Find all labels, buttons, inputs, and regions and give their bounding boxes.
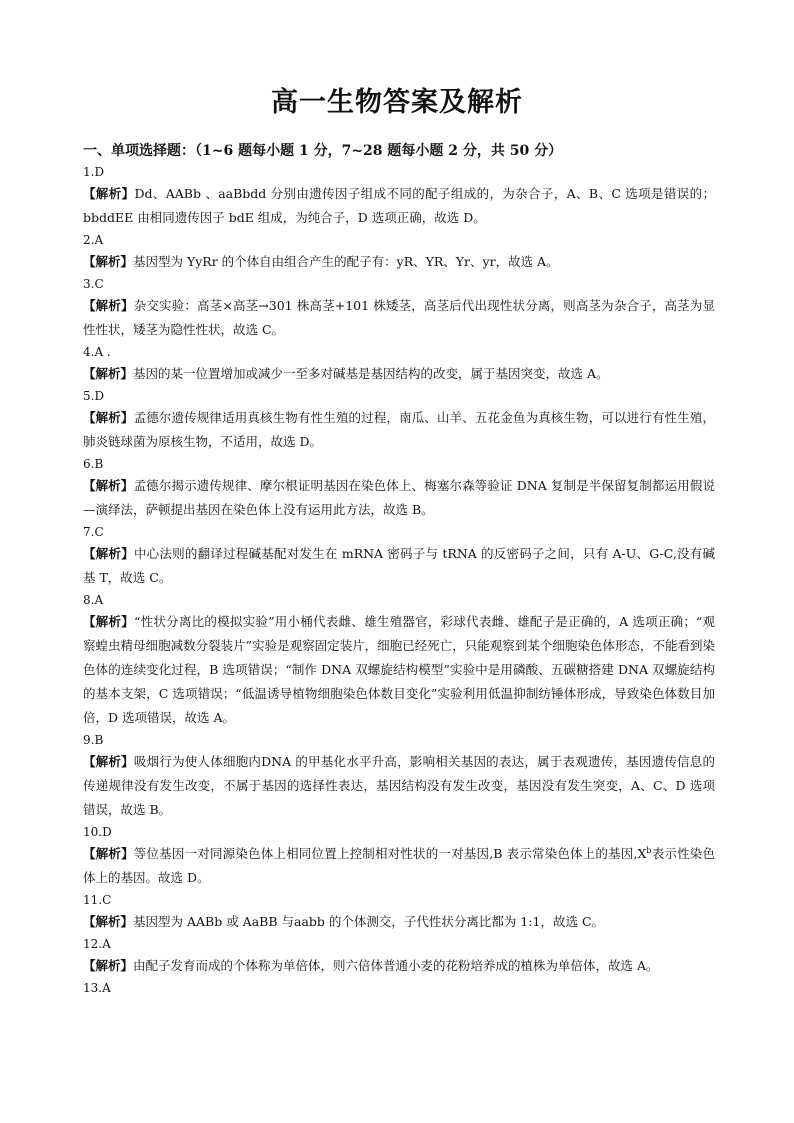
answer-5: 5.D [83,389,105,403]
explanation-tag: 【解析】 [83,546,134,561]
explanation-tag: 【解析】 [83,410,134,425]
answer-list [83,162,715,998]
section-heading: 一、单项选择题：（1~6 题每小题 1 分，7~28 题每小题 2 分，共 50 分） [83,143,563,159]
superscript-b: b [646,845,652,855]
explanation-10: 【解析】等位基因一对同源染色体上相同位置上控制相对性状的一对基因,B 表示常染色体上的基因$,X^b$表示性染色体上的基因。故选 D。 [83,845,715,885]
explanation-tag: 【解析】 [83,754,134,769]
explanation-12: 【解析】由配子发育而成的个体称为单倍体，则六倍体普通小麦的花粉培养成的植株为单倍体，故选 A。 [83,958,659,973]
explanation-tag: 【解析】 [83,298,134,313]
answer-6: 6.B [83,457,104,471]
answer-8: 8.A [83,593,104,607]
explanation-tag: 【解析】 [83,478,134,493]
explanation-3: 【解析】杂交实验：高茎×高茎→301 株高茎+101 株矮茎，高茎后代出现性状分离，则高茎为杂合子，高茎为显性性状，矮茎为隐性性状，故选 C。 [83,298,715,337]
explanation-11: 【解析】基因型为 AABb 或 AaBB 与aabb 的个体测交，子代性状分离比都为 1:1，故选 C。 [83,914,605,929]
explanation-4: 【解析】基因的某一位置增加或减少一至多对碱基是基因结构的改变，属于基因突变，故选 A。 [83,366,609,381]
page-title: 高一生物答案及解析 [271,87,523,118]
explanation-tag: 【解析】 [83,958,134,973]
explanation-2: 【解析】基因型为 YyRr 的个体自由组合产生的配子有：yR、YR、Yr、yr，故选 A。 [83,254,559,269]
answer-9: 9.B [83,733,104,747]
explanation-1: 【解析】Dd、AABb 、aaBbdd 分别由遗传因子组成不同的配子组成的，为杂合子，A、B、C 选项是错误的；bbddEE 由相同遗传因子 bdE 组成，为纯合子，D 选项正确，故选 D。 [83,186,715,225]
explanation-6: 【解析】孟德尔揭示遗传规律、摩尔根证明基因在染色体上、梅塞尔森等验证 DNA 复制是半保留复制都运用假说—演绎法，萨顿提出基因在染色体上没有运用此方法，故选 B。 [83,478,715,517]
answer-12: 12.A [83,937,111,951]
explanation-tag: 【解析】 [83,366,134,381]
answer-13: 13.A [83,981,111,995]
explanation-8: 【解析】“性状分离比的模拟实验”用小桶代表雌、雄生殖器官，彩球代表雌、雄配子是正确的，A 选项正确；“观察蝗虫精母细胞减数分裂装片”实验是观察固定装片，细胞已经死亡，只能观察到某个细胞染色体形态，不能看到染色体的连续变化过程，B 选项错误；“制作 DNA 双螺旋结构模型”实验中是用磷酸、五碳糖搭建 DNA 双螺旋结构的基本支架，C 选项错误；“低温诱导植物细胞染色体数目变化”实验利用低温抑制纺锤体形成，导致染色体数目加倍，D 选项错误，故选 A。 [83,614,715,725]
answer-1: 1.D [83,165,105,179]
explanation-5: 【解析】孟德尔遗传规律适用真核生物有性生殖的过程，南瓜、山羊、五花金鱼为真核生物，可以进行有性生殖，肺炎链球菌为原核生物，不适用，故选 D。 [83,410,715,449]
explanation-tag: 【解析】 [83,914,134,929]
answer-3: 3.C [83,277,104,291]
explanation-7: 【解析】中心法则的翻译过程碱基配对发生在 mRNA 密码子与 tRNA 的反密码子之间，只有 A-U、G-C,没有碱基 T，故选 C。 [83,546,715,585]
explanation-tag: 【解析】 [83,846,134,861]
answer-10: 10.D [83,825,112,839]
answer-2: 2.A [83,233,104,247]
answer-7: 7.C [83,525,104,539]
explanation-9: 【解析】吸烟行为使人体细胞内DNA 的甲基化水平升高，影响相关基因的表达，属于表观遗传，基因遗传信息的传递规律没有发生改变，不属于基因的选择性表达，基因结构没有发生改变，基因没有发生突变，A、C、D 选项错误，故选 B。 [83,754,715,817]
explanation-tag: 【解析】 [83,186,135,201]
answer-4: 4.A . [83,345,111,359]
explanation-tag: 【解析】 [83,254,134,269]
answer-11: 11.C [83,893,112,907]
explanation-tag: 【解析】 [83,614,135,629]
